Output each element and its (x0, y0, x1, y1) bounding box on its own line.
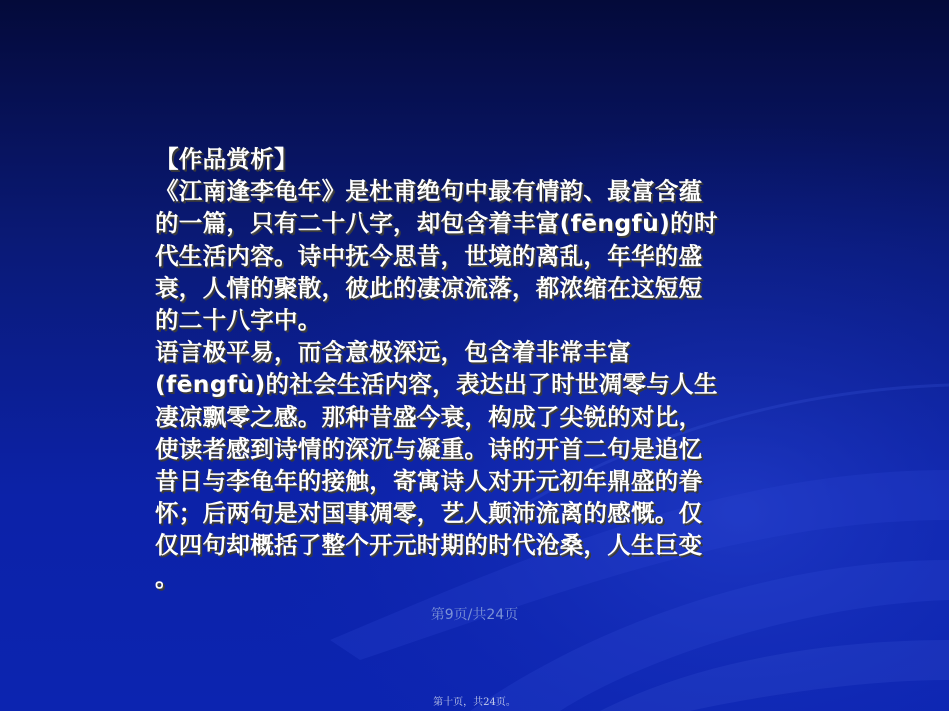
text-line: 的二十八字中。 (155, 306, 322, 335)
text-line: 衰，人情的聚散，彼此的凄凉流落，都浓缩在这短短 (155, 273, 703, 302)
text-line: 昔日与李龟年的接触，寄寓诗人对开元初年鼎盛的眷 (155, 467, 703, 496)
body-text (155, 143, 767, 594)
text-line: 代生活内容。诗中抚今思昔，世境的离乱，年华的盛 (155, 241, 703, 270)
text-line: 怀；后两句是对国事凋零，艺人颠沛流离的感慨。仅 (155, 499, 703, 528)
text-line: 语言极平易，而含意极深远，包含着非常丰富 (155, 338, 631, 367)
heading-line: 【作品赏析】 (155, 145, 298, 173)
text-line: 凄凉飘零之感。那种昔盛今衰，构成了尖锐的对比， (155, 402, 703, 431)
text-line: 。 (155, 563, 179, 592)
text-line: 的一篇，只有二十八字，却包含着丰富(fēngfù)的时 (155, 209, 718, 238)
page-number: 第9页/共24页 (430, 607, 519, 623)
footer-note: 第十页，共24页。 (433, 697, 516, 708)
text-line: 仅四句却概括了整个开元时期的时代沧桑，人生巨变 (155, 531, 703, 560)
text-line: (fēngfù)的社会生活内容，表达出了时世凋零与人生 (155, 370, 718, 399)
text-line: 使读者感到诗情的深沉与凝重。诗的开首二句是追忆 (155, 434, 703, 463)
text-line: 《江南逢李龟年》是杜甫绝句中最有情韵、最富含蕴 (155, 177, 703, 206)
